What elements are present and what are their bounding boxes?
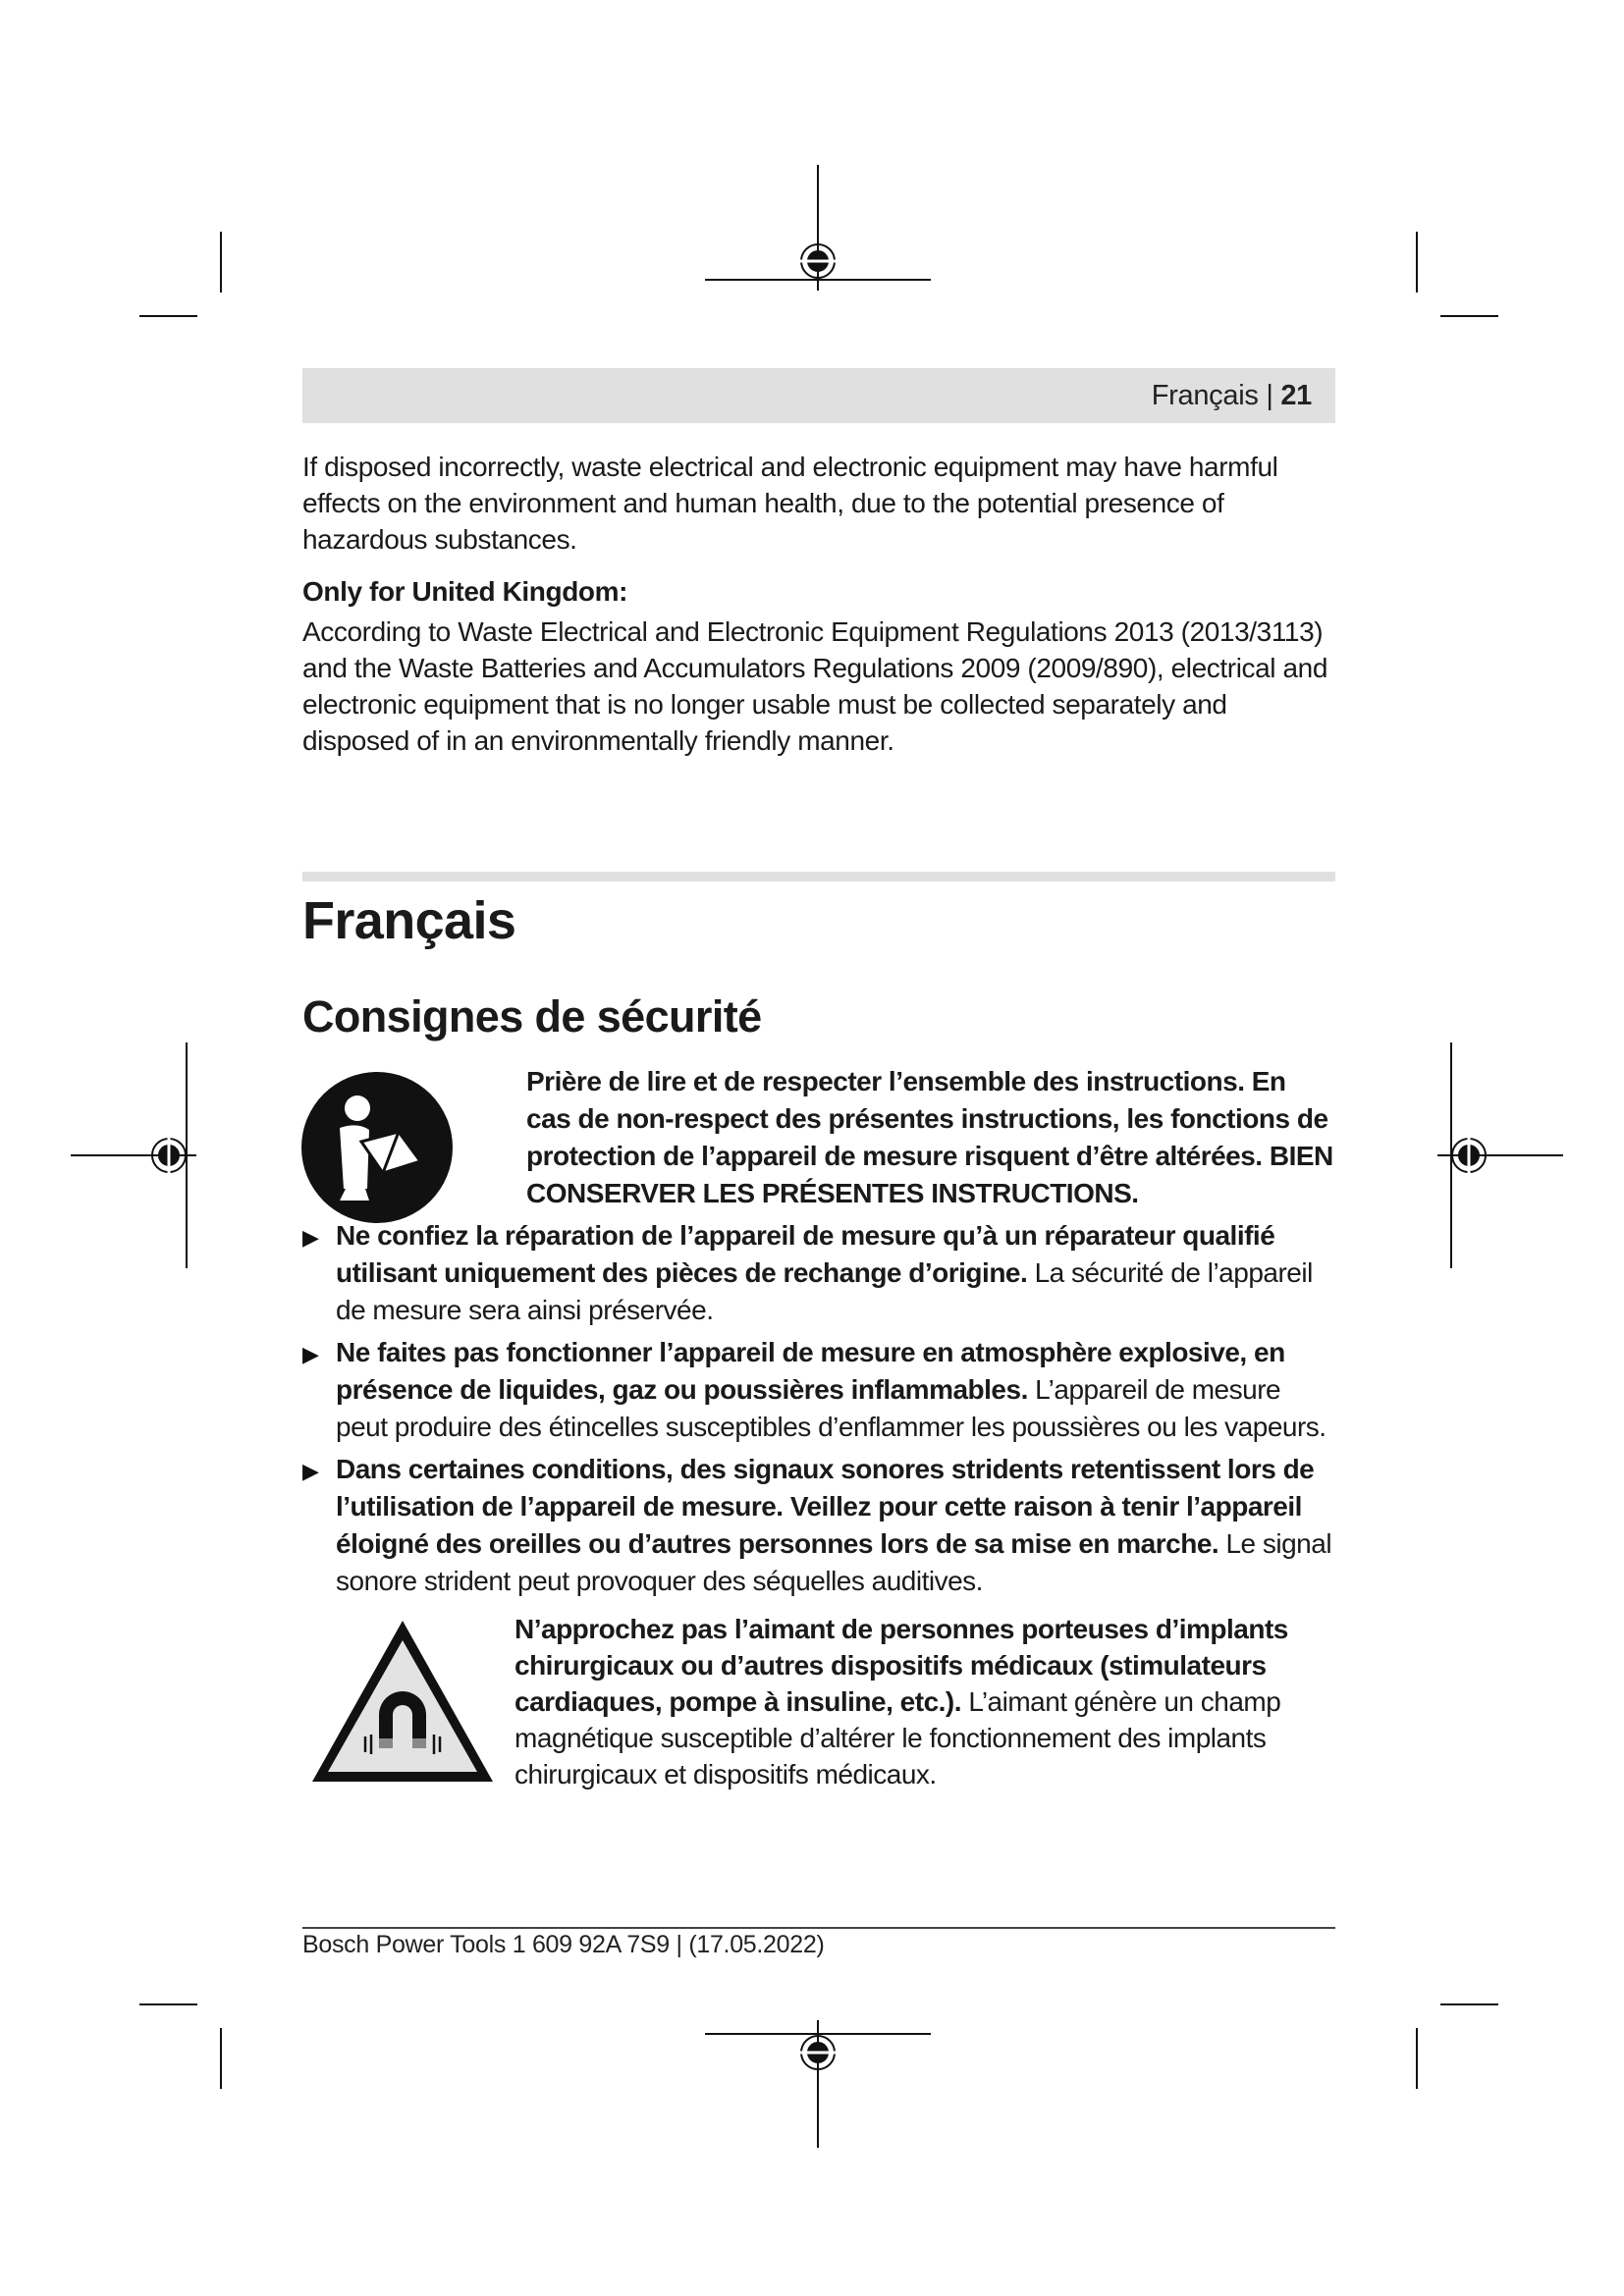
list-item xyxy=(302,1451,1335,1600)
magnet-warning-icon xyxy=(306,1615,499,1794)
section-divider xyxy=(302,872,1335,881)
bullet-text: Le signal sonore strident peut provoquer des séquelles auditives. xyxy=(336,1528,1332,1596)
bullet-bold-text: Ne faites pas fonctionner l’appareil de mesure en atmosphère explosive, en présence de liquides, gaz ou poussières inflammables. xyxy=(336,1337,1285,1405)
bullet-text: L’appareil de mesure peut produire des étincelles susceptibles d’enflammer les poussières ou les vapeurs. xyxy=(336,1374,1326,1442)
bullet-bold-text: Ne confiez la réparation de l’appareil de mesure qu’à un réparateur qualifié utilisant uniquement des pièces de rechange d’origine. xyxy=(336,1220,1275,1288)
footer-divider xyxy=(302,1927,1335,1929)
read-manual-icon xyxy=(300,1071,454,1229)
bullet-text: La sécurité de l’appareil de mesure sera ainsi préservée. xyxy=(336,1257,1313,1325)
magnet-warning-text: L’aimant génère un champ magnétique susceptible d’altérer le fonctionnement des implants chirurgicaux et dispositifs médicaux. xyxy=(514,1686,1281,1789)
english-disposal-block xyxy=(302,449,1335,759)
bullet-marker: ▶ xyxy=(302,1342,319,1366)
page-header xyxy=(302,368,1335,423)
section-title: Français xyxy=(302,891,516,950)
page-number: 21 xyxy=(1280,380,1312,411)
page-footer: Bosch Power Tools 1 609 92A 7S9 | (17.05.2022) xyxy=(302,1931,825,1958)
header-language: Français xyxy=(1151,380,1259,411)
header-label xyxy=(1152,380,1312,412)
bullet-marker: ▶ xyxy=(302,1225,319,1250)
safety-heading: Consignes de sécurité xyxy=(302,991,762,1041)
header-separator: | xyxy=(1266,380,1273,411)
disposal-paragraph: If disposed incorrectly, waste electrical and electronic equipment may have harmful effects on the environment and human health, due to the potential presence of hazardous substances. xyxy=(302,452,1278,555)
safety-bullets xyxy=(302,1217,1335,1605)
intro-warning: Prière de lire et de respecter l’ensemble des instructions. En cas de non-respect des présentes instructions, les fonctions de protection de l’appareil de mesure risquent d’être altérées. BIEN CONSERVER LES PRÉSENTES INSTRUCTIONS. xyxy=(526,1066,1333,1208)
registration-mark-icon xyxy=(71,1042,196,1268)
registration-mark-icon xyxy=(1437,1042,1563,1268)
list-item xyxy=(302,1217,1335,1329)
list-item xyxy=(302,1334,1335,1446)
registration-mark-icon xyxy=(705,2020,931,2148)
magnet-warning xyxy=(514,1611,1335,1792)
registration-mark-icon xyxy=(705,165,931,291)
uk-heading: Only for United Kingdom: xyxy=(302,576,628,607)
bullet-bold-text: Dans certaines conditions, des signaux sonores stridents retentissent lors de l’utilisation de l’appareil de mesure. Veillez pour cette raison à tenir l’appareil éloigné des oreilles ou d’autres personnes lors de sa mise en marche. xyxy=(336,1454,1315,1559)
magnet-warning-bold: N’approchez pas l’aimant de personnes porteuses d’implants chirurgicaux ou d’autres dispositifs médicaux (stimulateurs cardiaques, pompe à insuline, etc.). xyxy=(514,1614,1288,1717)
bullet-marker: ▶ xyxy=(302,1459,319,1483)
uk-paragraph: According to Waste Electrical and Electronic Equipment Regulations 2013 (2013/3113) and the Waste Batteries and Accumulators Regulations 2009 (2009/890), electrical and electronic equipment that is no longer usable must be collected separately and disposed of in an environmentally friendly manner. xyxy=(302,616,1328,756)
